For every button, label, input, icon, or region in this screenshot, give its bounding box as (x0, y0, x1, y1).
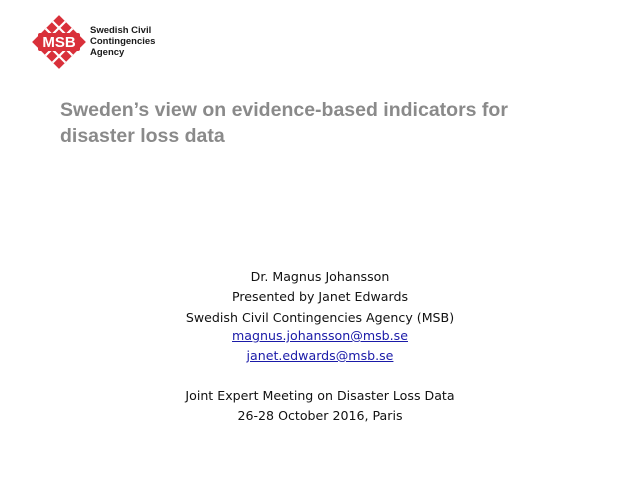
spacer (120, 366, 520, 386)
event-name: Joint Expert Meeting on Disaster Loss Data (185, 388, 455, 403)
logo-line: Contingencies (90, 36, 156, 47)
logo-agency-name (90, 25, 175, 58)
event-date-place: 26-28 October 2016, Paris (237, 408, 403, 423)
email-link-magnus[interactable]: magnus.johansson@msb.se (232, 328, 408, 343)
logo-mark-text: MSB (42, 34, 76, 51)
msb-logo (30, 14, 170, 70)
logo-line: Swedish Civil (90, 25, 152, 36)
organization: Swedish Civil Contingencies Agency (MSB) (185, 310, 455, 325)
slide-title (60, 97, 600, 149)
logo-line: Agency (90, 47, 125, 58)
presenter-block (120, 267, 520, 426)
email-link-janet[interactable]: janet.edwards@msb.se (246, 348, 394, 363)
msb-emblem (30, 14, 88, 70)
author-name: Dr. Magnus Johansson (250, 269, 390, 284)
title-line-2: disaster loss data (60, 125, 225, 147)
presented-by: Presented by Janet Edwards (231, 289, 409, 304)
title-line-1: Sweden’s view on evidence-based indicators for (60, 99, 508, 121)
